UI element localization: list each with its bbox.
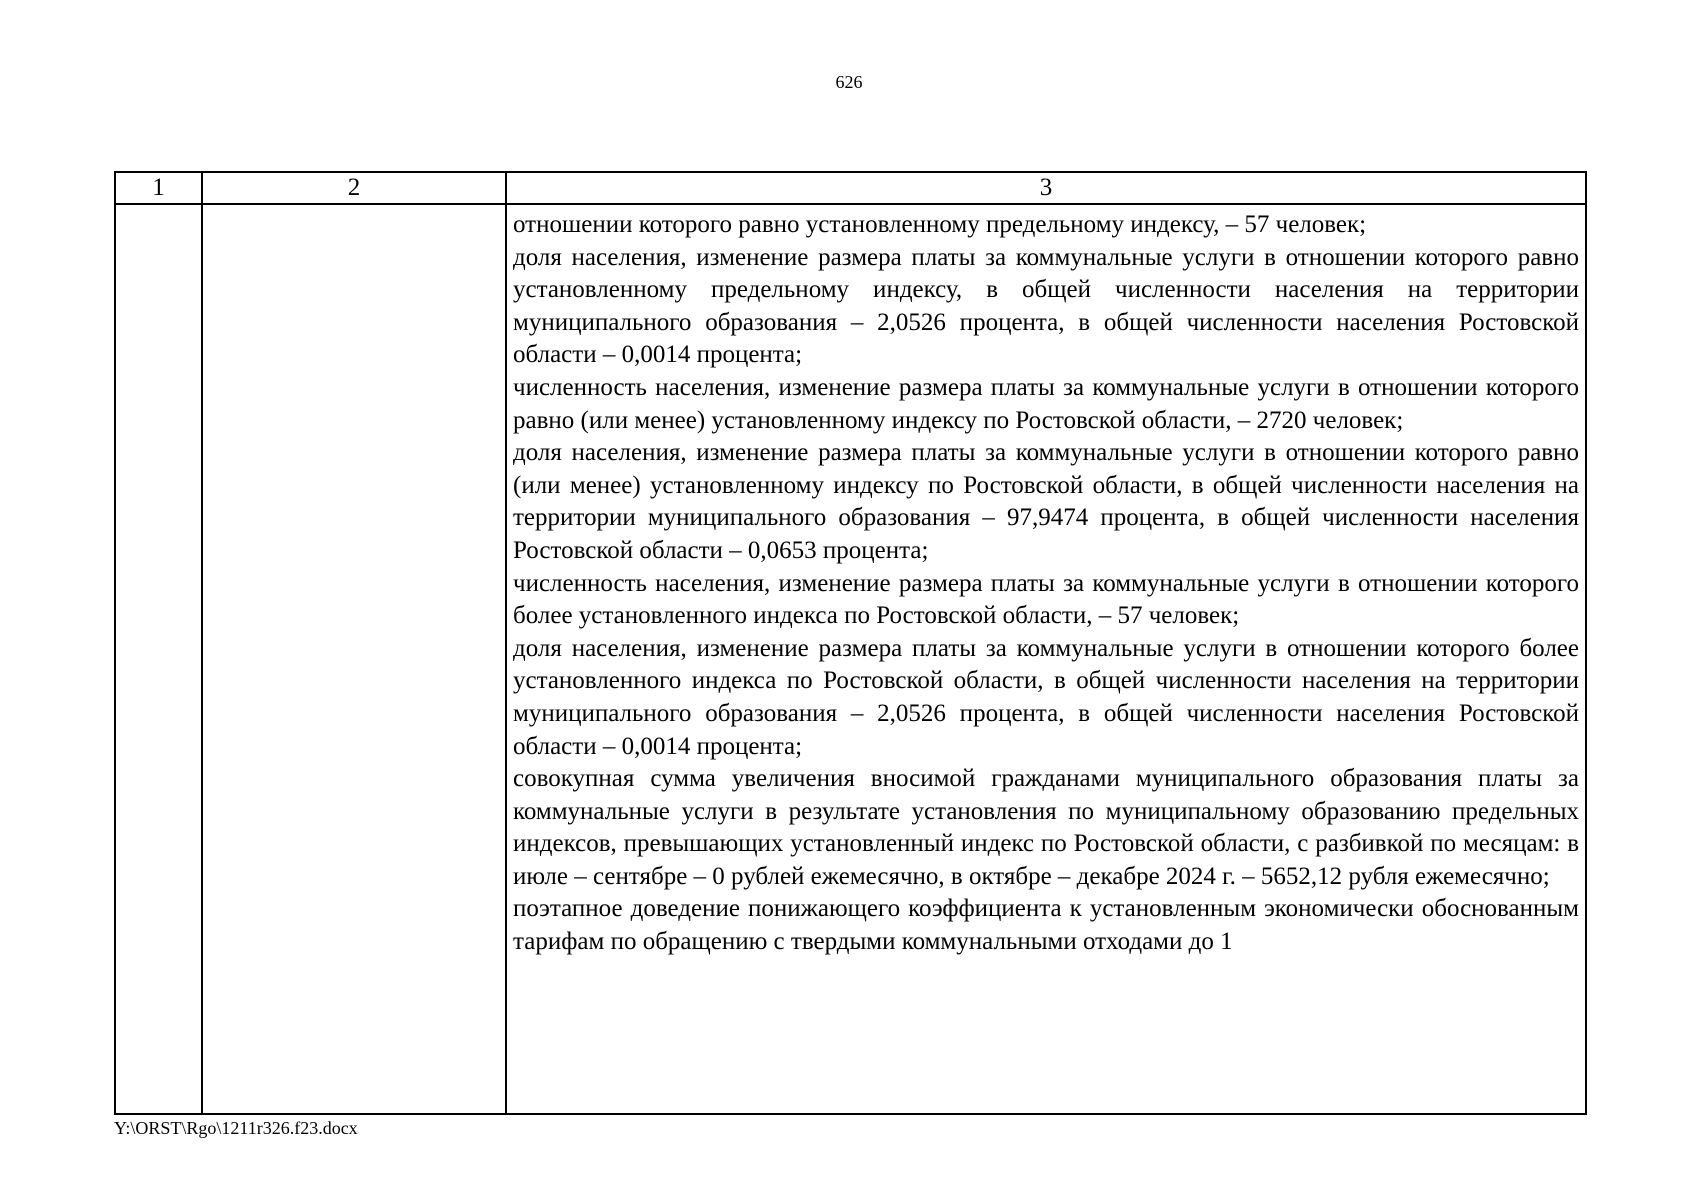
paragraph: доля населения, изменение размера платы за коммунальные услуги в отношении которого более установленного индекса по Ростовской области, в общей численности населения на территории муниципального образования – 2,0526 процента, в общей численности населения Ростовской области – 0,0014 процента; (513, 634, 1579, 760)
footer-file-path: Y:\ORST\Rgo\1211r326.f23.docx (114, 1118, 358, 1138)
table-row (115, 204, 1586, 1114)
paragraph: поэтапное доведение понижающего коэффициента к установленным экономически обоснованным тарифам по обращению с твердыми коммунальными отходами до 1 (513, 895, 1579, 956)
column-header-2: 2 (202, 172, 506, 204)
table-cell-col1 (115, 204, 202, 1114)
paragraph: отношении которого равно установленному предельному индексу, – 57 человек; (513, 211, 1367, 238)
paragraph: совокупная сумма увеличения вносимой гражданами муниципального образования платы за коммунальные услуги в результате установления по муниципальному образованию предельных индексов, превышающих установленный индекс по Ростовской области, с разбивкой по месяцам: в июле – сентябре – 0 рублей ежемесячно, в октябре – декабре 2024 г. – 5652,12 рубля ежемесячно; (513, 765, 1579, 890)
paragraph: численность населения, изменение размера платы за коммунальные услуги в отношении которого равно (или менее) установленному индексу по Ростовской области, – 2720 человек; (513, 373, 1579, 434)
table-cell-col3 (506, 204, 1586, 1114)
table-cell-col2 (202, 204, 506, 1114)
page-number: 626 (835, 72, 863, 92)
paragraph: доля населения, изменение размера платы за коммунальные услуги в отношении которого равно установленному предельному индексу, в общей численности населения на территории муниципального образования – 2,0526 процента, в общей численности населения Ростовской области – 0,0014 процента; (513, 243, 1579, 369)
column-header-1: 1 (115, 172, 202, 204)
document-table (114, 171, 1587, 1115)
table-header-row (115, 172, 1586, 204)
column-header-3: 3 (506, 172, 1586, 204)
paragraph: доля населения, изменение размера платы за коммунальные услуги в отношении которого равно (или менее) установленному индексу по Ростовской области, в общей численности населения на территории муниципального образования – 97,9474 процента, в общей численности населения Ростовской области – 0,0653 процента; (513, 439, 1579, 564)
paragraph: численность населения, изменение размера платы за коммунальные услуги в отношении которого более установленного индекса по Ростовской области, – 57 человек; (513, 569, 1579, 630)
